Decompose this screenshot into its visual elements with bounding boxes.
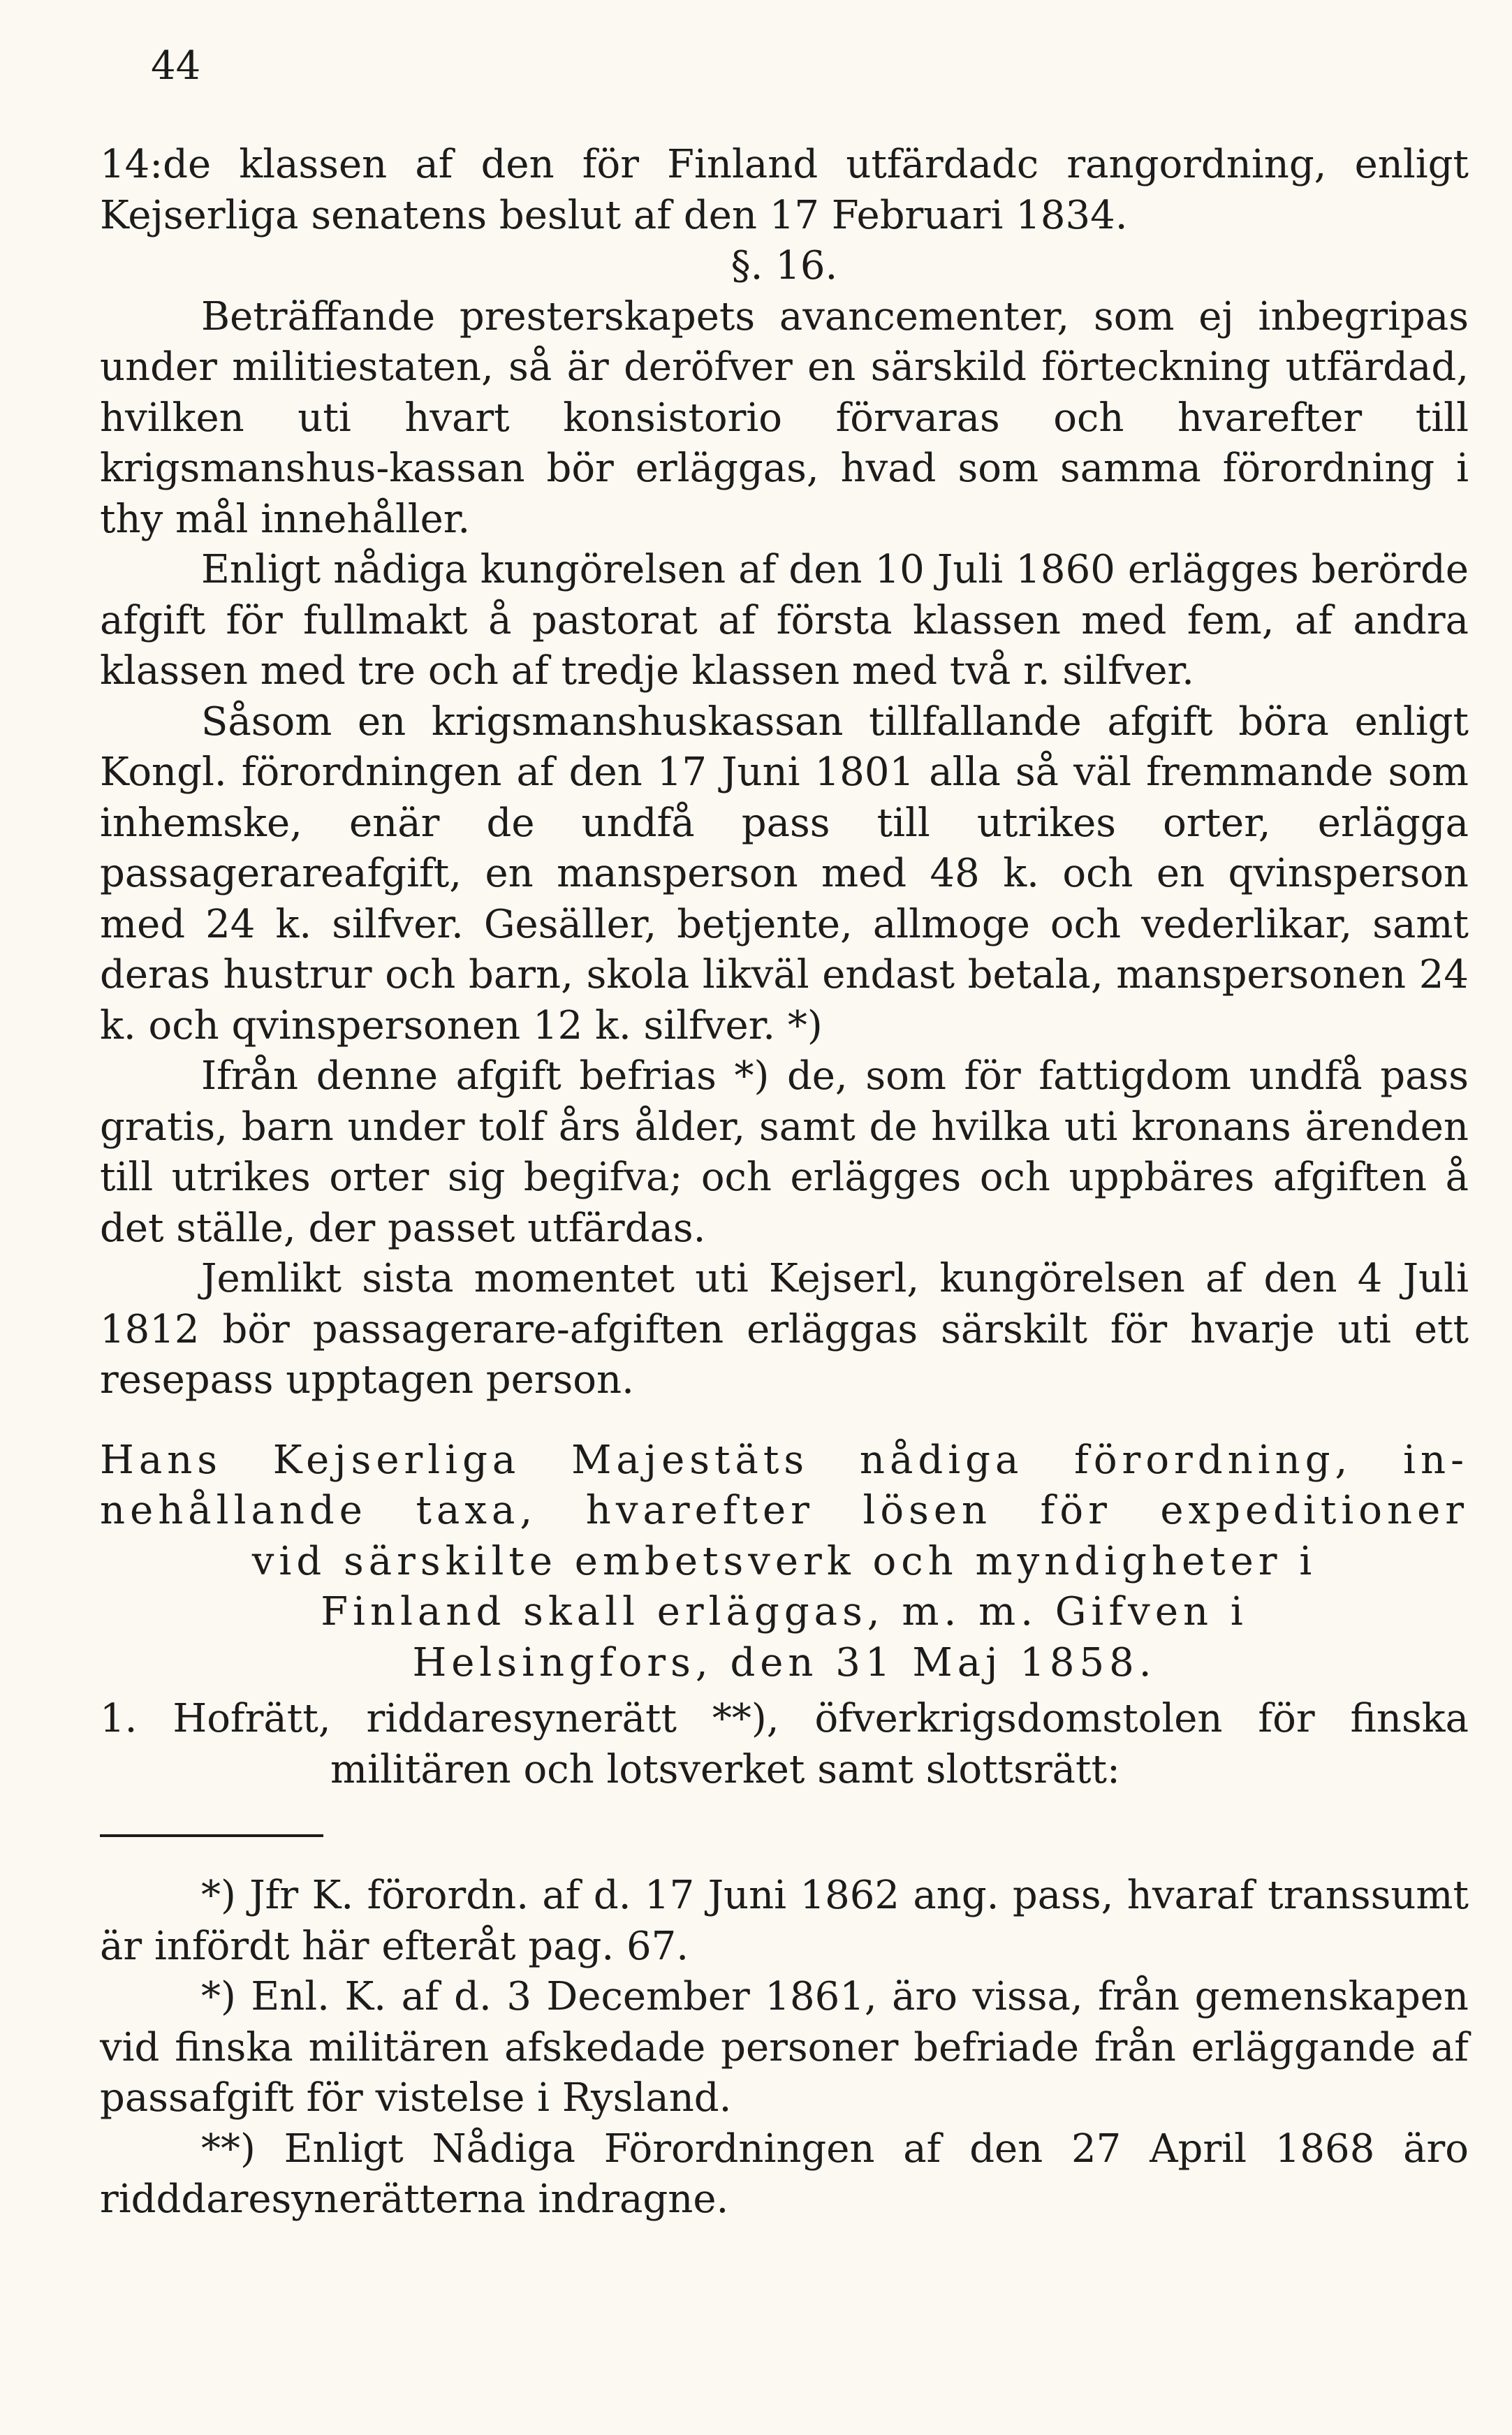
heading-line: nehållande taxa, hvarefter lösen för expeditioner — [100, 1488, 1469, 1533]
heading-line: Helsingfors, den 31 Maj 1858. — [412, 1639, 1157, 1686]
paragraph: Ifrån denne afgift befrias *) de, som för fattigdom undfå pass gratis, barn under tolf års ålder, samt de hvilka uti kronans ärenden till utrikes orter sig begifva; och erlägges och uppbäres afgiften å det ställe, der passet utfärdas. — [100, 1053, 1469, 1251]
heading-line: vid särskilte embetsverk och myndigheter i — [251, 1538, 1317, 1584]
footnote-divider — [100, 1834, 323, 1837]
numbered-item: 1. Hofrätt, riddaresynerätt **), öfverkrigsdomstolen för finska militären och lotsverket samt slottsrätt: — [100, 1696, 1469, 1792]
footnote: *) Jfr K. förordn. af d. 17 Juni 1862 ang. pass, hvaraf transsumt är infördt här efteråt pag. 67. — [100, 1873, 1469, 1969]
paragraph: Jemlikt sista momentet uti Kejserl, kungörelsen af den 4 Juli 1812 bör passagerare-afgiften erläggas särskilt för hvarje uti ett resepass upptagen person. — [100, 1256, 1469, 1403]
heading-line: Finland skall erläggas, m. m. Gifven i — [321, 1589, 1248, 1635]
ordinance-heading — [100, 1435, 1469, 1689]
footnote: **) Enligt Nådiga Förordningen af den 27 April 1868 äro ridddaresynerätterna indragne. — [100, 2126, 1469, 2222]
paragraph: Enligt nådiga kungörelsen af den 10 Juli 1860 erlägges berörde afgift för fullmakt å pastorat af första klassen med fem, af andra klassen med tre och af tredje klassen med två r. silfver. — [100, 547, 1469, 694]
paragraph: Såsom en krigsmanshuskassan tillfallande afgift böra enligt Kongl. förordningen af den 17 Juni 1801 alla så väl fremmande som inhemske, enär de undfå pass till utrikes orter, erlägga passagerareafgift, en mansperson med 48 k. och en qvinsperson med 24 k. silfver. Gesäller, betjente, allmoge och vederlikar, samt deras hustrur och barn, skola likväl endast betala, manspersonen 24 k. och qvinspersonen 12 k. silfver. *) — [100, 699, 1469, 1048]
heading-line: Hans Kejserliga Majestäts nådiga förordning, in- — [100, 1437, 1469, 1483]
section-heading: §. 16. — [731, 243, 838, 288]
page-number: 44 — [151, 43, 201, 89]
paragraph: Beträffande presterskapets avancementer, som ej inbegripas under militiestaten, så är deröfver en särskild förteckning utfärdad, hvilken uti hvart konsistorio förvaras och hvarefter till krigsmanshus-kassan bör erläggas, hvad som samma förordning i thy mål innehåller. — [100, 293, 1469, 542]
paragraph: 14:de klassen af den för Finland utfärdadc rangordning, enligt Kejserliga senatens beslut af den 17 Februari 1834. — [100, 142, 1469, 238]
footnote: *) Enl. K. af d. 3 December 1861, äro vissa, från gemenskapen vid finska militären afskedade personer befriade från erläggande af passafgift för vistelse i Rysland. — [100, 1974, 1469, 2121]
page-body — [100, 140, 1469, 2225]
